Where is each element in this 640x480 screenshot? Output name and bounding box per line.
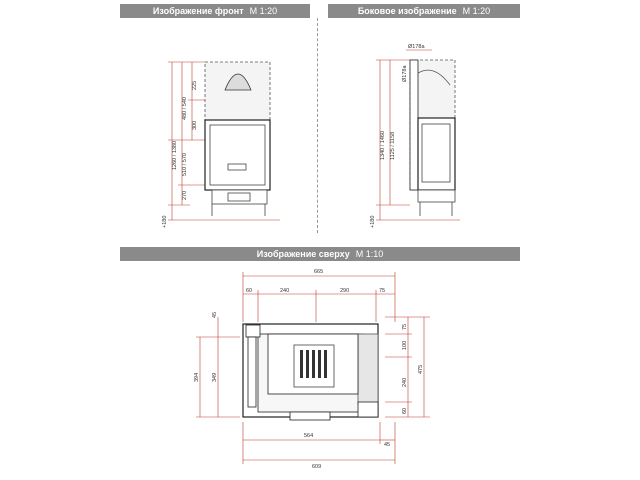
front-dim-d3: 480 / 540 xyxy=(182,97,188,120)
top-dim-bottom1: 564 xyxy=(304,433,314,439)
top-left-corner-block xyxy=(246,325,260,337)
front-dim-d2: 300 xyxy=(192,120,198,130)
side-dim-flue1: Ø178a xyxy=(408,44,425,50)
side-dim-d3: +180 xyxy=(370,215,376,228)
front-dim-d4: 1260 / 1380 xyxy=(172,140,178,170)
top-dim-left2: 349 xyxy=(212,372,218,382)
front-dim-d1: 225 xyxy=(192,80,198,90)
front-dim-d5: 510 / 570 xyxy=(182,153,188,176)
side-dim-flue2: Ø178a xyxy=(402,65,408,82)
top-right-corner-block xyxy=(358,402,378,417)
side-view-title: Боковое изображение xyxy=(357,6,457,16)
top-view-title: Изображение сверху xyxy=(256,249,350,259)
side-base xyxy=(418,190,455,202)
front-view-header xyxy=(120,4,310,18)
top-dim-right-total: 475 xyxy=(418,364,424,374)
top-dim-w1: 60 xyxy=(246,288,253,294)
front-view-drawing xyxy=(150,40,300,230)
front-view-title: Изображение фронт xyxy=(152,6,244,16)
side-dim-d2: 1125 / 1158 xyxy=(390,131,396,160)
front-dim-d6: 270 xyxy=(182,190,188,200)
top-right-hatched-wall xyxy=(358,334,378,404)
front-dim-d7: +180 xyxy=(162,215,168,228)
top-dim-bottom1b: 45 xyxy=(384,442,391,448)
top-dim-overall-width: 665 xyxy=(314,269,324,275)
side-back-wall xyxy=(410,60,418,190)
front-door-handle xyxy=(228,164,246,170)
top-dim-left1: 394 xyxy=(194,372,200,382)
top-dim-bottom2: 609 xyxy=(312,464,322,470)
side-view-scale: М 1:20 xyxy=(462,6,491,16)
top-dim-right3: 240 xyxy=(402,377,408,387)
top-dim-left-top: 45 xyxy=(212,311,218,318)
front-view-scale: М 1:20 xyxy=(249,6,278,16)
side-door xyxy=(422,124,450,182)
view-divider xyxy=(317,18,319,233)
side-view-header xyxy=(328,4,520,18)
top-view-scale: М 1:10 xyxy=(355,249,384,259)
top-dim-right2: 100 xyxy=(402,340,408,350)
top-dim-w4: 75 xyxy=(379,288,386,294)
top-left-door-frame xyxy=(248,337,256,407)
top-view-header xyxy=(120,247,520,261)
front-ash-pan xyxy=(228,193,250,201)
top-view-drawing xyxy=(180,262,460,477)
top-dim-w2: 240 xyxy=(280,288,290,294)
front-glass-door xyxy=(210,125,265,185)
top-dim-right1: 75 xyxy=(402,323,408,330)
side-dim-d1: 1340 / 1460 xyxy=(380,130,386,160)
top-front-handle xyxy=(290,412,330,420)
top-dim-right4: 60 xyxy=(402,407,408,414)
top-dim-w3: 290 xyxy=(340,288,350,294)
side-view-drawing xyxy=(360,40,470,230)
